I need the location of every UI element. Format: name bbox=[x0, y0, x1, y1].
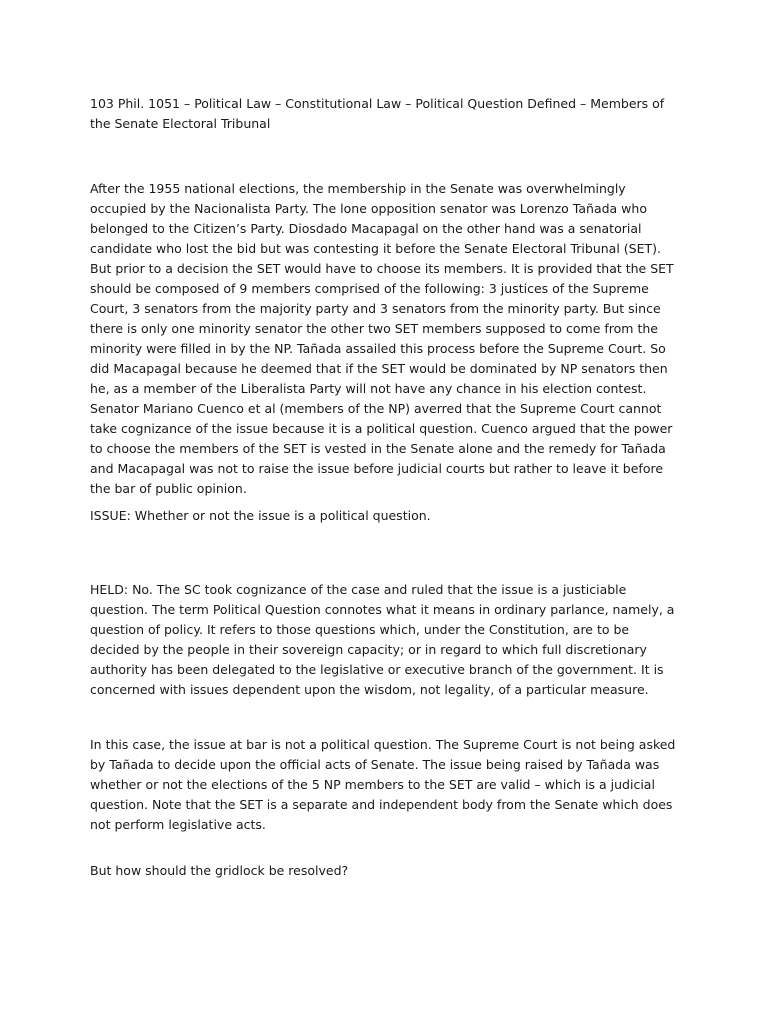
closing-question: But how should the gridlock be resolved? bbox=[90, 863, 349, 878]
held-paragraph: HELD: No. The SC took cognizance of the case and ruled that the issue is a justiciable question. The term Political Question connotes what it means in ordinary parlance, namely, a question of policy. It refers to those questions which, under the Constitution, are to be decided by the people in their sovereign capacity; or in regard to which full discretionary authority has been delegated to the legislative or executive branch of the government. It is concerned with issues dependent upon the wisdom, not legality, of a particular measure. bbox=[90, 582, 675, 697]
facts-paragraph: After the 1955 national elections, the membership in the Senate was overwhelmingly occupied by the Nacionalista Party. The lone opposition senator was Lorenzo Tañada who belonged to the Citizen’s Party. Diosdado Macapagal on the other hand was a senatorial candidate who lost the bid but was contesting it before the Senate Electoral Tribunal (SET). But prior to a decision the SET would have to choose its members. It is provided that the SET should be composed of 9 members comprised of the following: 3 justices of the Supreme Court, 3 senators from the majority party and 3 senators from the minority party. But since there is only one minority senator the other two SET members supposed to come from the minority were filled in by the NP. Tañada assailed this process before the Supreme Court. So did Macapagal because he deemed that if the SET would be dominated by NP senators then he, as a member of the Liberalista Party will not have any chance in his election contest. Senator Mariano Cuenco et al (members of the NP) averred that the Supreme Court cannot take cognizance of the issue because it is a political question. Cuenco argued that the power to choose the members of the SET is vested in the Senate alone and the remedy for Tañada and Macapagal was not to raise the issue before judicial courts but rather to leave it before the bar of public opinion. bbox=[90, 181, 674, 496]
case-title: 103 Phil. 1051 – Political Law – Constitutional Law – Political Question Defined – Members of the Senate Electoral Tribunal bbox=[90, 96, 665, 131]
case-analysis-paragraph: In this case, the issue at bar is not a political question. The Supreme Court is not being asked by Tañada to decide upon the official acts of Senate. The issue being raised by Tañada was whether or not the elections of the 5 NP members to the SET are valid – which is a judicial question. Note that the SET is a separate and independent body from the Senate which does not perform legislative acts. bbox=[90, 737, 676, 832]
issue-paragraph: ISSUE: Whether or not the issue is a political question. bbox=[90, 508, 431, 523]
